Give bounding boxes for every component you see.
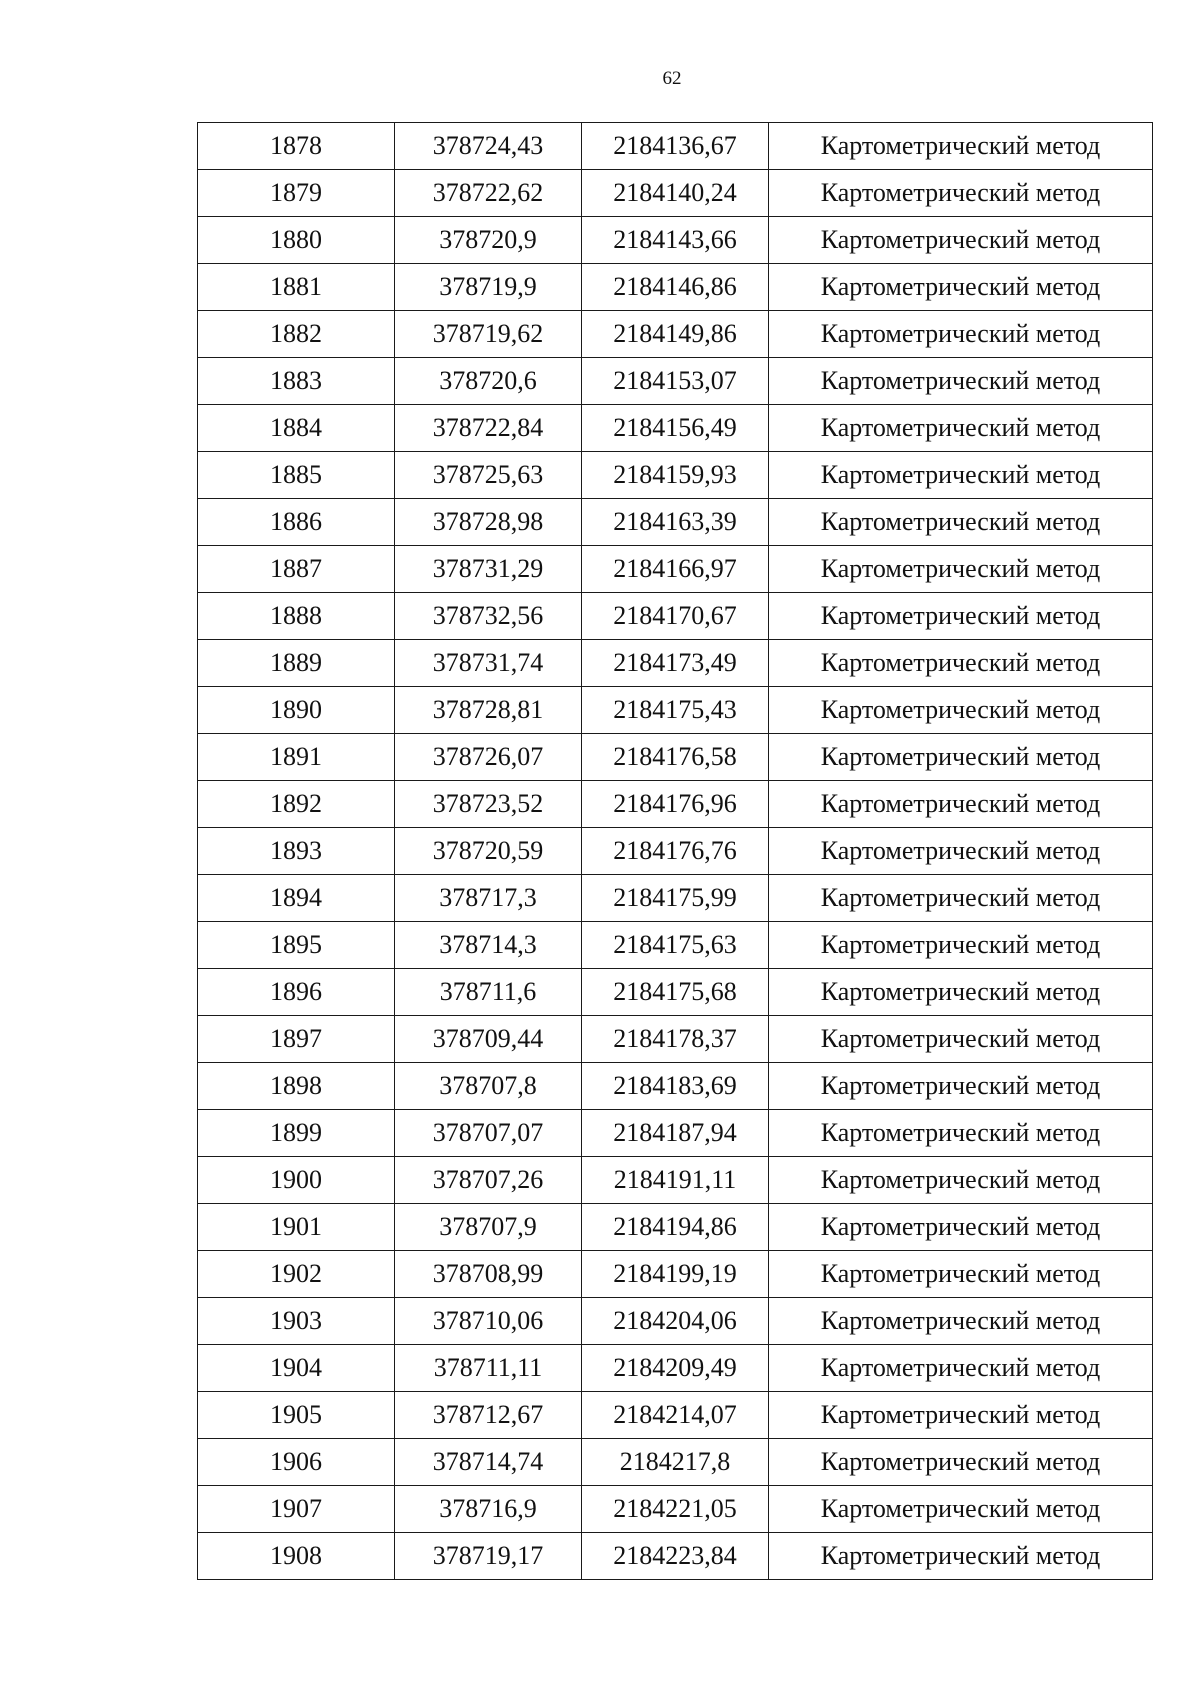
x-coordinate-cell: 378725,63 — [395, 452, 582, 499]
table-row — [198, 1063, 1153, 1110]
point-number-cell: 1906 — [198, 1439, 395, 1486]
table-row — [198, 170, 1153, 217]
point-number-cell: 1908 — [198, 1533, 395, 1580]
table-row — [198, 358, 1153, 405]
method-cell: Картометрический метод — [769, 828, 1153, 875]
x-coordinate-cell: 378712,67 — [395, 1392, 582, 1439]
point-number-cell: 1892 — [198, 781, 395, 828]
table-row — [198, 593, 1153, 640]
y-coordinate-cell: 2184187,94 — [582, 1110, 769, 1157]
x-coordinate-cell: 378731,29 — [395, 546, 582, 593]
table-row — [198, 1204, 1153, 1251]
x-coordinate-cell: 378710,06 — [395, 1298, 582, 1345]
y-coordinate-cell: 2184149,86 — [582, 311, 769, 358]
method-cell: Картометрический метод — [769, 1392, 1153, 1439]
table-row — [198, 546, 1153, 593]
table-row — [198, 1392, 1153, 1439]
point-number-cell: 1887 — [198, 546, 395, 593]
coordinates-table — [197, 122, 1153, 1580]
table-row — [198, 123, 1153, 170]
point-number-cell: 1900 — [198, 1157, 395, 1204]
y-coordinate-cell: 2184214,07 — [582, 1392, 769, 1439]
method-cell: Картометрический метод — [769, 922, 1153, 969]
table-row — [198, 1251, 1153, 1298]
point-number-cell: 1878 — [198, 123, 395, 170]
method-cell: Картометрический метод — [769, 546, 1153, 593]
x-coordinate-cell: 378716,9 — [395, 1486, 582, 1533]
y-coordinate-cell: 2184140,24 — [582, 170, 769, 217]
point-number-cell: 1894 — [198, 875, 395, 922]
method-cell: Картометрический метод — [769, 593, 1153, 640]
y-coordinate-cell: 2184204,06 — [582, 1298, 769, 1345]
table-row — [198, 640, 1153, 687]
x-coordinate-cell: 378707,07 — [395, 1110, 582, 1157]
x-coordinate-cell: 378719,9 — [395, 264, 582, 311]
x-coordinate-cell: 378726,07 — [395, 734, 582, 781]
table-body — [198, 123, 1153, 1580]
point-number-cell: 1888 — [198, 593, 395, 640]
method-cell: Картометрический метод — [769, 452, 1153, 499]
table-row — [198, 311, 1153, 358]
point-number-cell: 1883 — [198, 358, 395, 405]
x-coordinate-cell: 378711,6 — [395, 969, 582, 1016]
y-coordinate-cell: 2184175,99 — [582, 875, 769, 922]
y-coordinate-cell: 2184183,69 — [582, 1063, 769, 1110]
table-row — [198, 875, 1153, 922]
y-coordinate-cell: 2184209,49 — [582, 1345, 769, 1392]
point-number-cell: 1891 — [198, 734, 395, 781]
point-number-cell: 1882 — [198, 311, 395, 358]
x-coordinate-cell: 378720,6 — [395, 358, 582, 405]
table-row — [198, 1298, 1153, 1345]
table-row — [198, 781, 1153, 828]
point-number-cell: 1885 — [198, 452, 395, 499]
y-coordinate-cell: 2184153,07 — [582, 358, 769, 405]
point-number-cell: 1897 — [198, 1016, 395, 1063]
y-coordinate-cell: 2184143,66 — [582, 217, 769, 264]
x-coordinate-cell: 378728,98 — [395, 499, 582, 546]
y-coordinate-cell: 2184178,37 — [582, 1016, 769, 1063]
y-coordinate-cell: 2184156,49 — [582, 405, 769, 452]
table-row — [198, 734, 1153, 781]
table-row — [198, 969, 1153, 1016]
point-number-cell: 1889 — [198, 640, 395, 687]
table-row — [198, 499, 1153, 546]
x-coordinate-cell: 378708,99 — [395, 1251, 582, 1298]
x-coordinate-cell: 378723,52 — [395, 781, 582, 828]
method-cell: Картометрический метод — [769, 1533, 1153, 1580]
point-number-cell: 1904 — [198, 1345, 395, 1392]
x-coordinate-cell: 378711,11 — [395, 1345, 582, 1392]
table-row — [198, 1533, 1153, 1580]
y-coordinate-cell: 2184159,93 — [582, 452, 769, 499]
method-cell: Картометрический метод — [769, 969, 1153, 1016]
table-row — [198, 1110, 1153, 1157]
y-coordinate-cell: 2184223,84 — [582, 1533, 769, 1580]
point-number-cell: 1886 — [198, 499, 395, 546]
point-number-cell: 1899 — [198, 1110, 395, 1157]
method-cell: Картометрический метод — [769, 1486, 1153, 1533]
table-row — [198, 1486, 1153, 1533]
x-coordinate-cell: 378714,74 — [395, 1439, 582, 1486]
x-coordinate-cell: 378731,74 — [395, 640, 582, 687]
method-cell: Картометрический метод — [769, 640, 1153, 687]
y-coordinate-cell: 2184199,19 — [582, 1251, 769, 1298]
x-coordinate-cell: 378707,26 — [395, 1157, 582, 1204]
point-number-cell: 1880 — [198, 217, 395, 264]
y-coordinate-cell: 2184175,68 — [582, 969, 769, 1016]
method-cell: Картометрический метод — [769, 1063, 1153, 1110]
x-coordinate-cell: 378714,3 — [395, 922, 582, 969]
y-coordinate-cell: 2184146,86 — [582, 264, 769, 311]
x-coordinate-cell: 378722,84 — [395, 405, 582, 452]
y-coordinate-cell: 2184194,86 — [582, 1204, 769, 1251]
table-row — [198, 1157, 1153, 1204]
point-number-cell: 1890 — [198, 687, 395, 734]
point-number-cell: 1905 — [198, 1392, 395, 1439]
x-coordinate-cell: 378717,3 — [395, 875, 582, 922]
method-cell: Картометрический метод — [769, 311, 1153, 358]
point-number-cell: 1902 — [198, 1251, 395, 1298]
table-row — [198, 922, 1153, 969]
x-coordinate-cell: 378719,62 — [395, 311, 582, 358]
table-row — [198, 217, 1153, 264]
y-coordinate-cell: 2184176,58 — [582, 734, 769, 781]
method-cell: Картометрический метод — [769, 1251, 1153, 1298]
method-cell: Картометрический метод — [769, 358, 1153, 405]
method-cell: Картометрический метод — [769, 1016, 1153, 1063]
table-row — [198, 452, 1153, 499]
x-coordinate-cell: 378720,9 — [395, 217, 582, 264]
table-row — [198, 405, 1153, 452]
table-row — [198, 1016, 1153, 1063]
x-coordinate-cell: 378707,8 — [395, 1063, 582, 1110]
method-cell: Картометрический метод — [769, 1345, 1153, 1392]
y-coordinate-cell: 2184176,76 — [582, 828, 769, 875]
y-coordinate-cell: 2184221,05 — [582, 1486, 769, 1533]
method-cell: Картометрический метод — [769, 123, 1153, 170]
method-cell: Картометрический метод — [769, 170, 1153, 217]
x-coordinate-cell: 378722,62 — [395, 170, 582, 217]
point-number-cell: 1893 — [198, 828, 395, 875]
method-cell: Картометрический метод — [769, 1439, 1153, 1486]
y-coordinate-cell: 2184175,63 — [582, 922, 769, 969]
y-coordinate-cell: 2184191,11 — [582, 1157, 769, 1204]
method-cell: Картометрический метод — [769, 875, 1153, 922]
method-cell: Картометрический метод — [769, 1204, 1153, 1251]
y-coordinate-cell: 2184217,8 — [582, 1439, 769, 1486]
y-coordinate-cell: 2184176,96 — [582, 781, 769, 828]
table-row — [198, 687, 1153, 734]
page-number: 62 — [662, 68, 682, 89]
y-coordinate-cell: 2184175,43 — [582, 687, 769, 734]
point-number-cell: 1903 — [198, 1298, 395, 1345]
table-row — [198, 1439, 1153, 1486]
method-cell: Картометрический метод — [769, 1157, 1153, 1204]
y-coordinate-cell: 2184173,49 — [582, 640, 769, 687]
y-coordinate-cell: 2184163,39 — [582, 499, 769, 546]
y-coordinate-cell: 2184166,97 — [582, 546, 769, 593]
x-coordinate-cell: 378719,17 — [395, 1533, 582, 1580]
point-number-cell: 1884 — [198, 405, 395, 452]
point-number-cell: 1907 — [198, 1486, 395, 1533]
point-number-cell: 1896 — [198, 969, 395, 1016]
point-number-cell: 1881 — [198, 264, 395, 311]
x-coordinate-cell: 378709,44 — [395, 1016, 582, 1063]
x-coordinate-cell: 378724,43 — [395, 123, 582, 170]
x-coordinate-cell: 378728,81 — [395, 687, 582, 734]
method-cell: Картометрический метод — [769, 687, 1153, 734]
method-cell: Картометрический метод — [769, 264, 1153, 311]
method-cell: Картометрический метод — [769, 781, 1153, 828]
point-number-cell: 1895 — [198, 922, 395, 969]
method-cell: Картометрический метод — [769, 734, 1153, 781]
x-coordinate-cell: 378707,9 — [395, 1204, 582, 1251]
method-cell: Картометрический метод — [769, 1110, 1153, 1157]
method-cell: Картометрический метод — [769, 1298, 1153, 1345]
x-coordinate-cell: 378720,59 — [395, 828, 582, 875]
method-cell: Картометрический метод — [769, 499, 1153, 546]
y-coordinate-cell: 2184136,67 — [582, 123, 769, 170]
method-cell: Картометрический метод — [769, 405, 1153, 452]
y-coordinate-cell: 2184170,67 — [582, 593, 769, 640]
point-number-cell: 1901 — [198, 1204, 395, 1251]
point-number-cell: 1879 — [198, 170, 395, 217]
table-row — [198, 264, 1153, 311]
x-coordinate-cell: 378732,56 — [395, 593, 582, 640]
point-number-cell: 1898 — [198, 1063, 395, 1110]
table-row — [198, 1345, 1153, 1392]
method-cell: Картометрический метод — [769, 217, 1153, 264]
table-row — [198, 828, 1153, 875]
